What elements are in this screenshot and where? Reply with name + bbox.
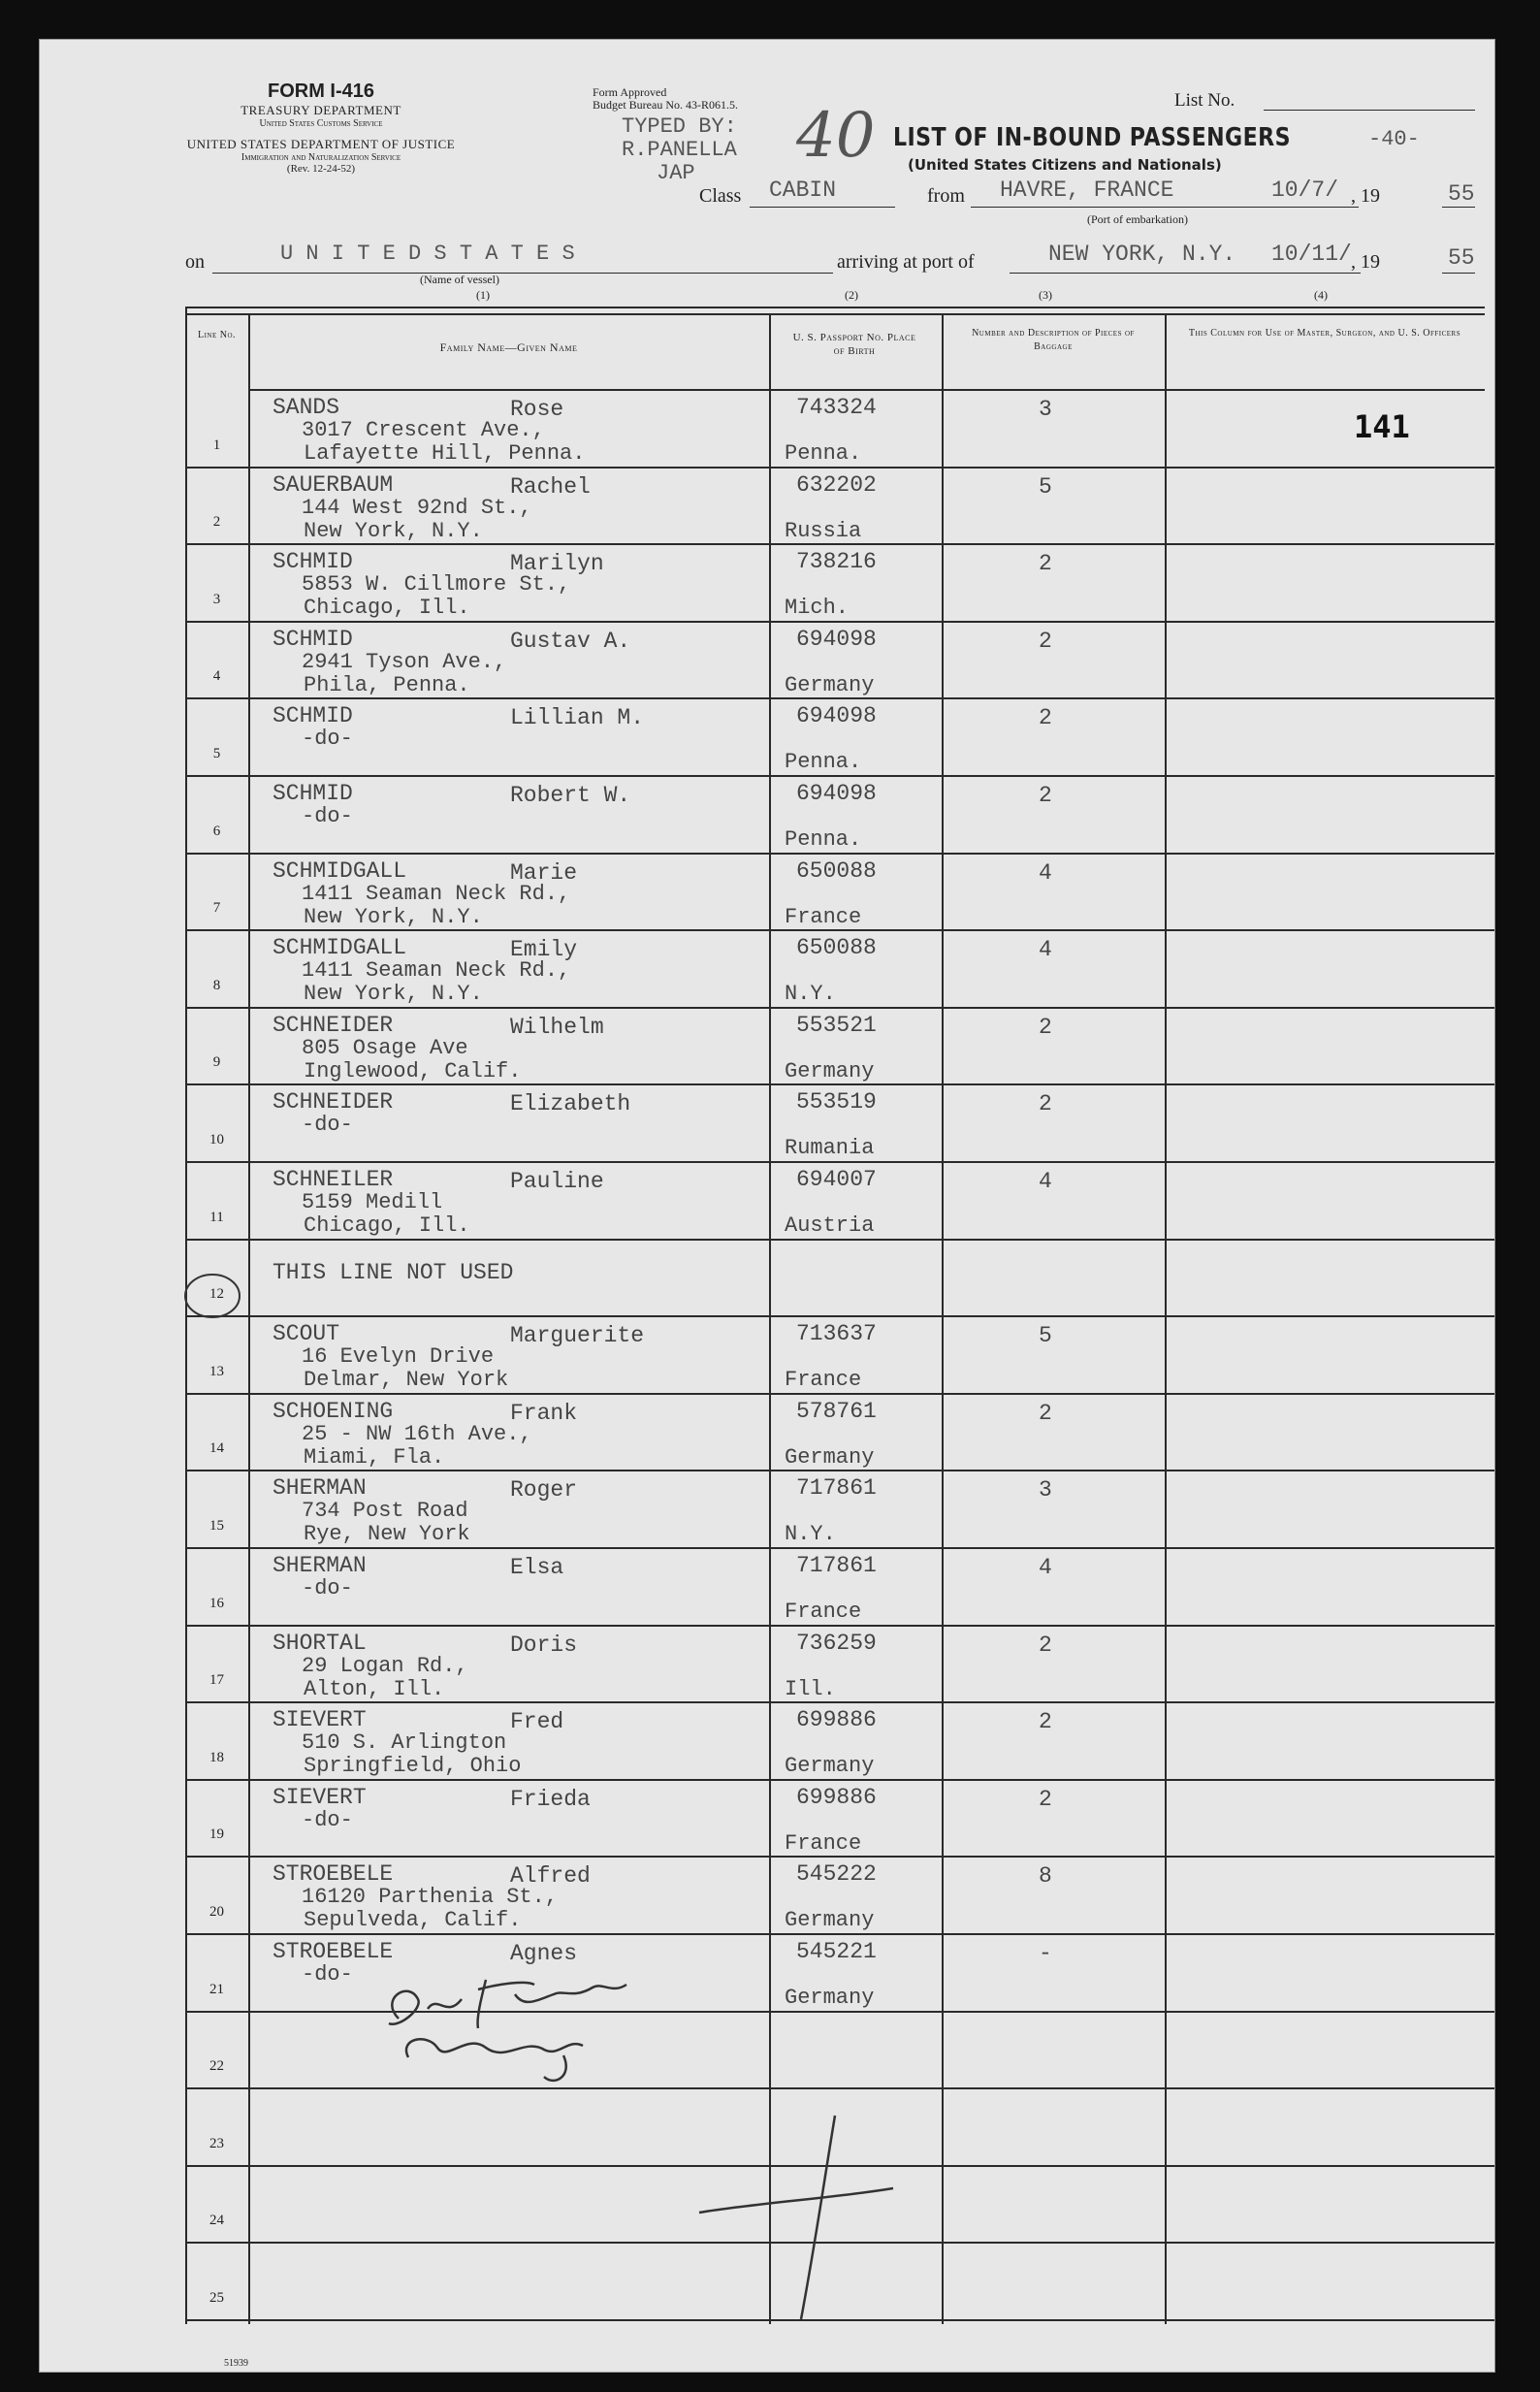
col-name: Family Name—Given Name (439, 340, 578, 354)
year-value: 55 (1448, 181, 1475, 207)
table-row (40, 931, 1494, 1009)
address-line-2: New York, N.Y. (304, 982, 483, 1007)
address-line-2: Miami, Fla. (304, 1444, 445, 1470)
line-number: 5 (212, 745, 221, 761)
family-name: SCHMID (273, 781, 353, 806)
col-marker-4: (4) (1314, 288, 1328, 302)
address-line-1: -do- (302, 1576, 353, 1600)
baggage-count: 2 (1039, 1091, 1052, 1117)
address-line-1: 5159 Medill (302, 1190, 443, 1214)
given-name: Marie (510, 859, 578, 886)
line-number: 8 (212, 977, 221, 993)
family-name: SHERMAN (273, 1553, 367, 1578)
baggage-count: 2 (1039, 783, 1052, 808)
address-line-1: -do- (302, 804, 353, 828)
budget-bureau-no: Budget Bureau No. 43-R061.5. (593, 98, 738, 112)
line-number: 3 (212, 591, 221, 607)
place-of-birth: N.Y. (785, 1522, 836, 1547)
line-number: 18 (209, 1749, 224, 1765)
on-label: on (185, 251, 205, 273)
place-of-birth: France (785, 1368, 862, 1393)
typed-by-initials: JAP (657, 161, 695, 185)
family-name: SCHOENING (273, 1398, 394, 1424)
place-of-birth: Ill. (785, 1676, 836, 1701)
typed-by (622, 115, 737, 185)
handwritten-cross-mark (680, 2096, 932, 2329)
address-line-1: 29 Logan Rd., (302, 1653, 468, 1678)
address-line-1: -do- (302, 1113, 353, 1138)
family-name: SCHMID (273, 703, 353, 729)
address-line-1: 16120 Parthenia St., (302, 1885, 559, 1910)
address-line-2: Chicago, Ill. (304, 596, 470, 621)
family-name: SCHMID (273, 549, 353, 575)
address-line-1: 1411 Seaman Neck Rd., (302, 958, 571, 984)
family-name: SHERMAN (273, 1475, 367, 1502)
given-name: Rose (510, 397, 564, 422)
passport-number: 717861 (796, 1475, 877, 1502)
dept-ins: Immigration and Naturalization Service (241, 152, 401, 163)
address-line-2: Phila, Penna. (304, 672, 470, 697)
given-name: Marilyn (510, 551, 604, 577)
address-line-1: 25 - NW 16th Ave., (302, 1421, 532, 1446)
family-name: SCHMID (273, 626, 353, 652)
address-line-2: New York, N.Y. (304, 518, 483, 543)
list-no-label: List No. (1174, 90, 1235, 111)
line-number: 4 (212, 668, 221, 685)
address-line-2: Delmar, New York (304, 1368, 509, 1393)
passport-number: 694098 (796, 703, 877, 729)
address-line-2: Inglewood, Calif. (304, 1058, 522, 1083)
line-number: 10 (209, 1131, 224, 1148)
place-of-birth: France (785, 1830, 862, 1856)
passport-number: 738216 (796, 549, 877, 575)
baggage-count: 4 (1039, 937, 1052, 963)
baggage-count: 2 (1039, 1786, 1052, 1812)
address-line-2: Alton, Ill. (304, 1676, 445, 1701)
family-name: SCOUT (273, 1321, 340, 1347)
line-number: 24 (209, 2213, 224, 2229)
baggage-count: 5 (1039, 473, 1052, 500)
table-row (40, 1163, 1494, 1241)
passport-number: 713637 (796, 1321, 877, 1347)
page-title: LIST OF IN-BOUND PASSENGERS (893, 123, 1291, 152)
given-name: Lillian M. (510, 705, 645, 731)
passport-number: 717861 (796, 1553, 877, 1578)
line-number: 11 (209, 1209, 224, 1225)
line-number: 19 (209, 1826, 224, 1843)
table-row (40, 1781, 1494, 1859)
line-number: 22 (209, 2058, 224, 2075)
address-line-1: 2941 Tyson Ave., (302, 649, 507, 674)
line-number: 20 (209, 1903, 224, 1920)
table-row (40, 1317, 1494, 1395)
form-number: FORM I-416 (267, 81, 375, 102)
table-row (40, 545, 1494, 623)
place-of-birth: Germany (785, 672, 875, 697)
line-number: 12 (209, 1286, 224, 1303)
table-row (40, 469, 1494, 546)
dept-customs: United States Customs Service (259, 118, 383, 129)
family-name: SIEVERT (273, 1707, 367, 1733)
passport-number: 699886 (796, 1707, 877, 1733)
manifest-page (39, 39, 1495, 2373)
family-name: SCHNEIDER (273, 1012, 394, 1038)
arriving-label: arriving at port of (837, 251, 975, 273)
place-of-birth: France (785, 904, 862, 929)
col-line-no: Line No. (197, 330, 237, 340)
vessel-name: U N I T E D S T A T E S (280, 242, 575, 266)
passport-number: 553519 (796, 1089, 877, 1115)
address-line-2: Springfield, Ohio (304, 1754, 522, 1779)
port-of-arrival: NEW YORK, N.Y. (1048, 242, 1236, 267)
address-line-1: 805 Osage Ave (302, 1035, 468, 1060)
col-marker-1: (1) (476, 288, 490, 302)
port-of-embarkation: HAVRE, FRANCE (1000, 178, 1174, 203)
passport-number: 694098 (796, 626, 877, 652)
address-line-1: 144 West 92nd St., (302, 495, 532, 520)
given-name: Elsa (510, 1555, 564, 1580)
given-name: Wilhelm (510, 1014, 604, 1040)
table-row (40, 1009, 1494, 1086)
baggage-count: 2 (1039, 628, 1052, 654)
passport-number: 650088 (796, 857, 877, 884)
family-name: SANDS (273, 395, 340, 420)
baggage-count: 2 (1039, 705, 1052, 731)
line-number: 9 (212, 1054, 221, 1071)
budget-approval (593, 86, 738, 112)
table-row (40, 699, 1494, 777)
place-of-birth: Germany (785, 1754, 875, 1779)
circled-line-mark (176, 1262, 253, 1330)
col-passport: U. S. Passport No. Place of Birth (792, 332, 916, 357)
place-of-birth: Germany (785, 1986, 875, 2010)
page-stamp-number: 141 (1354, 408, 1410, 445)
table-row (40, 1627, 1494, 1704)
form-revision: (Rev. 12-24-52) (286, 163, 356, 175)
from-label: from (927, 185, 965, 207)
address-line-1: 510 S. Arlington (302, 1730, 507, 1756)
place-of-birth: Germany (785, 1908, 875, 1933)
table-row (40, 1549, 1494, 1627)
baggage-count: 3 (1039, 397, 1052, 422)
place-of-birth: Penna. (785, 441, 862, 466)
passport-number: 694007 (796, 1167, 877, 1192)
line-number: 16 (209, 1595, 224, 1611)
dept-treasury: TREASURY DEPARTMENT (241, 103, 401, 117)
given-name: Alfred (510, 1863, 591, 1890)
baggage-count: 2 (1039, 1709, 1052, 1735)
passport-number: 632202 (796, 471, 877, 498)
baggage-count: 3 (1039, 1477, 1052, 1503)
year-prefix: , 19 (1351, 185, 1380, 207)
family-name: THIS LINE NOT USED (273, 1259, 514, 1285)
family-name: SCHMIDGALL (273, 935, 407, 961)
col-marker-3: (3) (1039, 288, 1052, 302)
col-officers: This Column for Use of Master, Surgeon, and U. S. Officers (1188, 328, 1461, 339)
address-line-2: New York, N.Y. (304, 904, 483, 929)
family-name: SIEVERT (273, 1784, 367, 1810)
typed-by-label: TYPED BY: (622, 114, 737, 139)
line-number: 6 (212, 823, 221, 839)
col-baggage: Number and Description of Pieces of Baggage (972, 328, 1135, 352)
address-line-1: 734 Post Road (302, 1499, 468, 1524)
table-row (40, 1935, 1494, 2013)
baggage-count: 2 (1039, 1014, 1052, 1040)
table-row (40, 623, 1494, 700)
print-number: 51939 (224, 2358, 248, 2369)
table-row (40, 1703, 1494, 1781)
given-name: Gustav A. (510, 628, 631, 654)
passport-number: 650088 (796, 935, 877, 961)
place-of-birth: Russia (785, 518, 862, 543)
table-row (40, 1858, 1494, 1935)
arrival-date: 10/11/ (1271, 242, 1352, 267)
address-line-1: 16 Evelyn Drive (302, 1344, 495, 1370)
given-name: Pauline (510, 1169, 604, 1194)
table-row (40, 1471, 1494, 1549)
line-number: 23 (209, 2135, 224, 2151)
passport-number: 553521 (796, 1012, 877, 1038)
place-of-birth: Penna. (785, 750, 862, 775)
given-name: Emily (510, 937, 578, 963)
address-line-2: Chicago, Ill. (304, 1213, 470, 1238)
address-line-2: Rye, New York (304, 1522, 470, 1547)
baggage-count: - (1039, 1941, 1052, 1966)
year-prefix-2: , 19 (1351, 251, 1380, 273)
passport-number: 743324 (796, 395, 877, 420)
passport-number: 694098 (796, 781, 877, 806)
address-line-2: Lafayette Hill, Penna. (304, 441, 586, 466)
embarkation-date: 10/7/ (1271, 178, 1339, 203)
line-number: 13 (209, 1363, 224, 1379)
table-row (40, 1085, 1494, 1163)
baggage-count: 4 (1039, 1555, 1052, 1580)
given-name: Doris (510, 1632, 578, 1658)
year-value-2: 55 (1448, 245, 1475, 271)
list-no-value: -40- (1368, 127, 1420, 151)
address-line-1: 5853 W. Cillmore St., (302, 572, 571, 598)
address-line-1: -do- (302, 1807, 353, 1832)
baggage-count: 4 (1039, 859, 1052, 886)
passport-number: 578761 (796, 1398, 877, 1424)
table-row (40, 777, 1494, 855)
family-name: SHORTAL (273, 1630, 367, 1656)
dept-justice: UNITED STATES DEPARTMENT OF JUSTICE (186, 137, 456, 151)
place-of-birth: Rumania (785, 1136, 875, 1161)
family-name: STROEBELE (273, 1861, 394, 1888)
table-row (40, 1241, 1494, 1318)
table-row (40, 2013, 1494, 2090)
place-of-birth: Penna. (785, 827, 862, 852)
class-label: Class (699, 185, 742, 207)
given-name: Roger (510, 1477, 578, 1503)
table-row (40, 1395, 1494, 1472)
typed-by-name: R.PANELLA (622, 138, 737, 162)
address-line-1: 3017 Crescent Ave., (302, 418, 545, 442)
given-name: Agnes (510, 1941, 578, 1966)
place-of-birth: Mich. (785, 596, 850, 621)
given-name: Frank (510, 1400, 578, 1426)
given-name: Robert W. (510, 783, 631, 808)
given-name: Rachel (510, 473, 591, 500)
col-marker-2: (2) (845, 288, 858, 302)
family-name: SAUERBAUM (273, 471, 394, 498)
line-number: 21 (209, 1981, 224, 1997)
handwritten-signature (369, 1941, 719, 2232)
family-name: SCHMIDGALL (273, 857, 407, 884)
form-info (176, 81, 466, 175)
family-name: SCHNEILER (273, 1167, 394, 1192)
passport-number: 545221 (796, 1939, 877, 1964)
line-number: 2 (212, 514, 221, 531)
table-top-border (185, 307, 1485, 308)
address-line-1: -do- (302, 1962, 353, 1987)
class-value: CABIN (769, 178, 837, 203)
baggage-count: 4 (1039, 1169, 1052, 1194)
baggage-count: 2 (1039, 1632, 1052, 1658)
vessel-caption: (Name of vessel) (420, 273, 499, 286)
place-of-birth: N.Y. (785, 982, 836, 1007)
passport-number: 699886 (796, 1784, 877, 1810)
port-caption: (Port of embarkation) (1087, 212, 1188, 226)
table-row (40, 391, 1494, 469)
place-of-birth: Germany (785, 1058, 875, 1083)
address-line-1: -do- (302, 727, 353, 752)
line-number: 7 (212, 900, 221, 917)
given-name: Marguerite (510, 1323, 645, 1349)
given-name: Frieda (510, 1786, 591, 1812)
passport-number: 545222 (796, 1861, 877, 1888)
family-name: SCHNEIDER (273, 1089, 394, 1115)
family-name: STROEBELE (273, 1939, 394, 1964)
given-name: Elizabeth (510, 1091, 631, 1117)
line-number: 14 (209, 1440, 224, 1457)
approved-label: Form Approved (593, 85, 667, 99)
baggage-count: 5 (1039, 1323, 1052, 1349)
address-line-1: 1411 Seaman Neck Rd., (302, 881, 571, 906)
line-number: 17 (209, 1672, 224, 1689)
line-number: 25 (209, 2289, 224, 2306)
page-subtitle: (United States Citizens and Nationals) (908, 156, 1222, 174)
line-number: 15 (209, 1517, 224, 1534)
given-name: Fred (510, 1709, 564, 1735)
line-number: 1 (212, 436, 221, 453)
passport-number: 736259 (796, 1630, 877, 1656)
place-of-birth: Germany (785, 1444, 875, 1470)
address-line-2: Sepulveda, Calif. (304, 1908, 522, 1933)
place-of-birth: France (785, 1600, 862, 1624)
baggage-count: 2 (1039, 1400, 1052, 1426)
table-row (40, 855, 1494, 932)
handwritten-list-number: 40 (796, 100, 876, 172)
baggage-count: 2 (1039, 551, 1052, 577)
baggage-count: 8 (1039, 1863, 1052, 1890)
place-of-birth: Austria (785, 1213, 875, 1238)
